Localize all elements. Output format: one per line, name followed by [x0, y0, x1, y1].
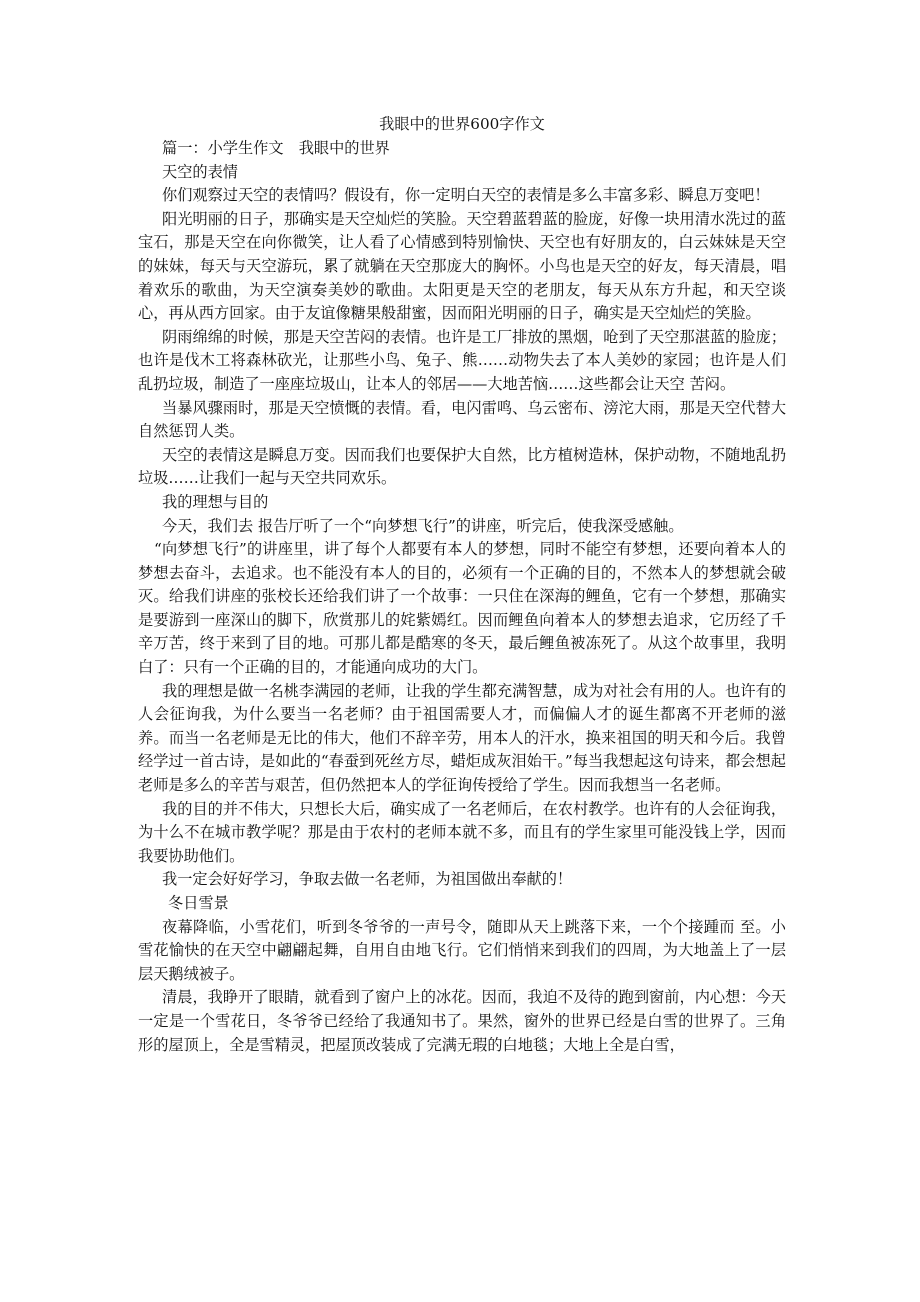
paragraph: 今天，我们去 报告厅听了一个“向梦想飞行”的讲座，听完后，使我深受感触。	[162, 516, 684, 535]
section-header: 篇一：小学生作文 我眼中的世界	[162, 139, 390, 157]
paragraph: 阳光明丽的日子，那确实是天空灿烂的笑脸。天空碧蓝碧蓝的脸庞，好像一块用清水洗过的蓝宝石，那是天空在向你微笑，让人看了心情感到特别愉快、天空也有好朋友的，白云妹妹是天空的妹妹，每天与天空游玩，累了就躺在天空那庞大的胸怀。小鸟也是天空的好友，每天清晨，唱着欢乐的歌曲，为天空演奏美妙的歌曲。太阳更是天空的老朋友，每天从东方升起，和天空谈心，再从西方回家。由于友谊像糖果般甜蜜，因而阳光明丽的日子，确实是天空灿烂的笑脸。	[138, 209, 786, 323]
paragraph: 当暴风骤雨时，那是天空愤慨的表情。看，电闪雷鸣、乌云密布、滂沱大雨，那是天空代替大自然惩罚人类。	[138, 398, 786, 441]
paragraph: “向梦想飞行”的讲座里，讲了每个人都要有本人的梦想，同时不能空有梦想，还要向着本人的梦想去奋斗，去追求。也不能没有本人的目的，必须有一个正确的目的，不然本人的梦想就会破灭。给我们讲座的张校长还给我们讲了一个故事：一只住在深海的鲤鱼，它有一个梦想，那确实是要游到一座深山的脚下，欣赏那儿的姹紫嫣红。因而鲤鱼向着本人的梦想去追求，它历经了千辛万苦，终于来到了目的地。可那儿都是酷寒的冬天，最后鲤鱼被冻死了。从这个故事里，我明白了：只有一个正确的目的，才能通向成功的大门。	[138, 540, 786, 677]
document-page	[138, 112, 786, 1057]
paragraph: 我一定会好好学习，争取去做一名老师，为祖国做出奉献的！	[162, 870, 573, 889]
paragraph: 夜幕降临，小雪花们，听到冬爷爷的一声号令，随即从天上跳落下来，一个个接踵而 至。小雪花愉快的在天空中翩翩起舞，自用自由地飞行。它们悄悄来到我们的四周，为大地盖上了一层层天鹅绒被子。	[138, 917, 786, 983]
essay-heading-dream: 我的理想与目的	[162, 492, 269, 511]
essay-heading-sky: 天空的表情	[162, 162, 238, 181]
essay-heading-snow: 冬日雪景	[168, 894, 229, 912]
paragraph: 你们观察过天空的表情吗？假设有，你一定明白天空的表情是多么丰富多彩、瞬息万变吧！	[162, 186, 770, 205]
paragraph: 天空的表情这是瞬息万变。因而我们也要保护大自然，比方植树造林，保护动物，不随地乱扔垃圾……让我们一起与天空共同欢乐。	[138, 445, 786, 488]
paragraph: 我的目的并不伟大，只想长大后，确实成了一名老师后，在农村教学。也许有的人会征询我，为十么不在城市教学呢？那是由于农村的老师本就不多，而且有的学生家里可能没钱上学，因而我要协助他们。	[138, 799, 786, 865]
paragraph: 我的理想是做一名桃李满园的老师，让我的学生都充满智慧，成为对社会有用的人。也许有的人会征询我，为什么要当一名老师？由于祖国需要人才，而偏偏人才的诞生都离不开老师的滋养。而当一名老师是无比的伟大，他们不辞辛劳，用本人的汗水，换来祖国的明天和今后。我曾经学过一首古诗，是如此的“春蚕到死丝方尽，蜡炬成灰泪始干。”每当我想起这句诗来，都会想起老师是多么的辛苦与艰苦，但仍然把本人的学征询传授给了学生。因而我想当一名老师。	[138, 681, 786, 795]
paragraph: 阴雨绵绵的时候，那是天空苦闷的表情。也许是工厂排放的黑烟，呛到了天空那湛蓝的脸庞；也许是伐木工将森林砍光，让那些小鸟、兔子、熊……动物失去了本人美妙的家园；也许是人们乱扔垃圾，制造了一座座垃圾山，让本人的邻居——大地苦恼……这些都会让天空 苦闷。	[138, 327, 786, 393]
paragraph: 清晨，我睁开了眼睛，就看到了窗户上的冰花。因而，我迫不及待的跑到窗前，内心想：今天一定是一个雪花日，冬爷爷已经给了我通知书了。果然，窗外的世界已经是白雪的世界了。三角形的屋顶上，全是雪精灵，把屋顶改装成了完满无瑕的白地毯；大地上全是白雪，	[138, 988, 786, 1054]
document-title: 我眼中的世界600字作文	[379, 115, 545, 133]
